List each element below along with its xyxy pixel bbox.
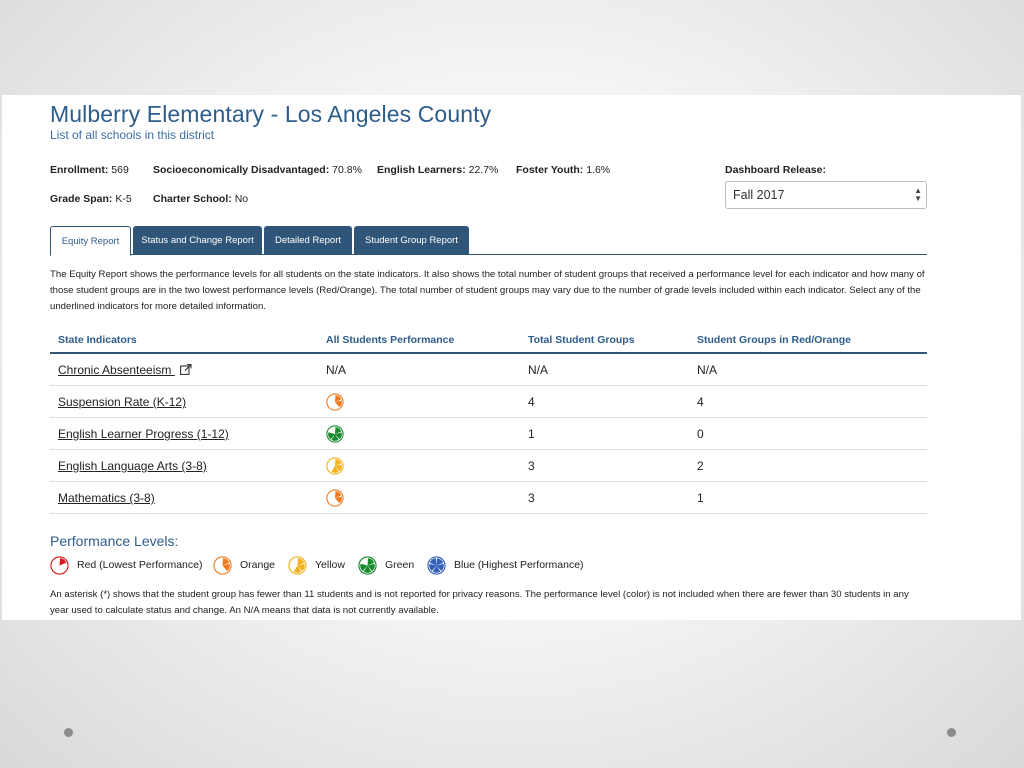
orange-level-icon	[213, 556, 232, 575]
district-schools-link[interactable]: List of all schools in this district	[50, 128, 215, 142]
total-groups-value: N/A	[528, 363, 549, 377]
school-title: Mulberry Elementary - Los Angeles County	[50, 101, 492, 127]
foster-youth-stat	[516, 164, 610, 176]
performance-levels-title: Performance Levels:	[50, 533, 179, 549]
tab-label: Student Group Report	[365, 235, 458, 246]
total-groups-value: 3	[528, 459, 535, 473]
table-row	[50, 418, 927, 450]
indicator-link-chronic-absenteeism[interactable]	[58, 363, 192, 377]
total-groups-value: 4	[528, 395, 535, 409]
tab-label: Detailed Report	[274, 235, 341, 246]
dashboard-release-select[interactable]	[725, 181, 927, 209]
el-value: 22.7%	[468, 164, 499, 176]
indicator-link-english-language-arts[interactable]: English Language Arts (3-8)	[58, 459, 207, 473]
red-orange-groups-value: 0	[697, 427, 704, 441]
legend-label: Red (Lowest Performance)	[77, 559, 203, 571]
red-orange-groups-value: N/A	[697, 363, 718, 377]
total-groups-value: 1	[528, 427, 535, 441]
tab-label: Equity Report	[61, 235, 120, 247]
external-link-icon	[180, 364, 192, 375]
indicator-link-mathematics[interactable]: Mathematics (3-8)	[58, 491, 155, 505]
indicator-link-suspension-rate[interactable]: Suspension Rate (K-12)	[58, 395, 187, 409]
equity-table	[50, 329, 927, 514]
red-level-icon	[50, 556, 69, 575]
slide-dot-right	[947, 728, 956, 737]
grade-span-stat	[50, 193, 132, 205]
report-tabs	[50, 226, 927, 255]
table-row	[50, 450, 927, 482]
red-orange-groups-value: 2	[697, 459, 704, 473]
tab-equity-report[interactable]	[50, 226, 131, 256]
orange-performance-icon	[326, 489, 344, 507]
tab-detailed-report[interactable]	[264, 226, 352, 255]
legend-item-red	[50, 556, 202, 574]
indicator-link-english-learner-progress[interactable]: English Learner Progress (1-12)	[58, 427, 229, 441]
col-student-groups-red-orange: Student Groups in Red/Orange	[697, 334, 852, 346]
indicator-label: Chronic Absenteeism	[58, 363, 172, 377]
foster-label: Foster Youth:	[516, 164, 584, 176]
enrollment-stat	[50, 164, 129, 176]
tab-status-change-report[interactable]	[133, 226, 262, 255]
table-row	[50, 386, 927, 418]
enrollment-label: Enrollment:	[50, 164, 109, 176]
col-all-students-performance: All Students Performance	[326, 334, 455, 346]
table-header	[50, 329, 927, 354]
socio-stat	[153, 164, 362, 176]
performance-value: N/A	[326, 363, 347, 377]
blue-level-icon	[427, 556, 446, 575]
slide-dot-left	[64, 728, 73, 737]
yellow-level-icon	[288, 556, 307, 575]
table-row	[50, 354, 927, 386]
foster-value: 1.6%	[586, 164, 611, 176]
legend-label: Green	[385, 559, 415, 571]
legend-item-blue	[427, 556, 584, 574]
dashboard-release-value: Fall 2017	[733, 188, 785, 202]
enrollment-value: 569	[111, 164, 129, 176]
charter-school-stat	[153, 193, 248, 205]
socio-value: 70.8%	[332, 164, 362, 176]
english-learners-stat	[377, 164, 498, 176]
table-row	[50, 482, 927, 514]
grade-value: K-5	[115, 193, 132, 205]
yellow-performance-icon	[326, 457, 344, 475]
orange-performance-icon	[326, 393, 344, 411]
red-orange-groups-value: 1	[697, 491, 704, 505]
legend-label: Orange	[240, 559, 276, 571]
green-performance-icon	[326, 425, 344, 443]
dashboard-panel	[2, 95, 1021, 620]
tab-label: Status and Change Report	[141, 235, 254, 246]
legend-item-orange	[213, 556, 275, 574]
tab-student-group-report[interactable]	[354, 226, 469, 255]
red-orange-groups-value: 4	[697, 395, 704, 409]
legend-label: Blue (Highest Performance)	[454, 559, 584, 571]
socio-label: Socioeconomically Disadvantaged:	[153, 164, 330, 176]
col-total-student-groups: Total Student Groups	[528, 334, 635, 346]
equity-report-description: The Equity Report shows the performance levels for all students on the state indicators. It also shows the total number of student groups that received a performance level for each indicator and how many of those student groups are in the two lowest performance levels (Red/Orange). The total number of student groups may vary due to the number of grade levels included within each indicator. Select any of the underlined indicators for more detailed information.	[50, 269, 925, 312]
charter-value: No	[234, 193, 249, 205]
legend-item-yellow	[288, 556, 345, 574]
grade-label: Grade Span:	[50, 193, 113, 205]
select-arrows-icon: ▲ ▼	[914, 186, 922, 203]
green-level-icon	[358, 556, 377, 575]
legend-label: Yellow	[315, 559, 345, 571]
charter-label: Charter School:	[153, 193, 232, 205]
dashboard-release-label: Dashboard Release:	[725, 164, 826, 176]
col-state-indicators: State Indicators	[58, 334, 137, 346]
asterisk-footnote: An asterisk (*) shows that the student group has fewer than 11 students and is not reported for privacy reasons. The performance level (color) is not included when there are fewer than 30 students in any year used to calculate status and change. An N/A means that data is not currently available.	[50, 589, 909, 616]
total-groups-value: 3	[528, 491, 535, 505]
legend-item-green	[358, 556, 414, 574]
el-label: English Learners:	[377, 164, 466, 176]
